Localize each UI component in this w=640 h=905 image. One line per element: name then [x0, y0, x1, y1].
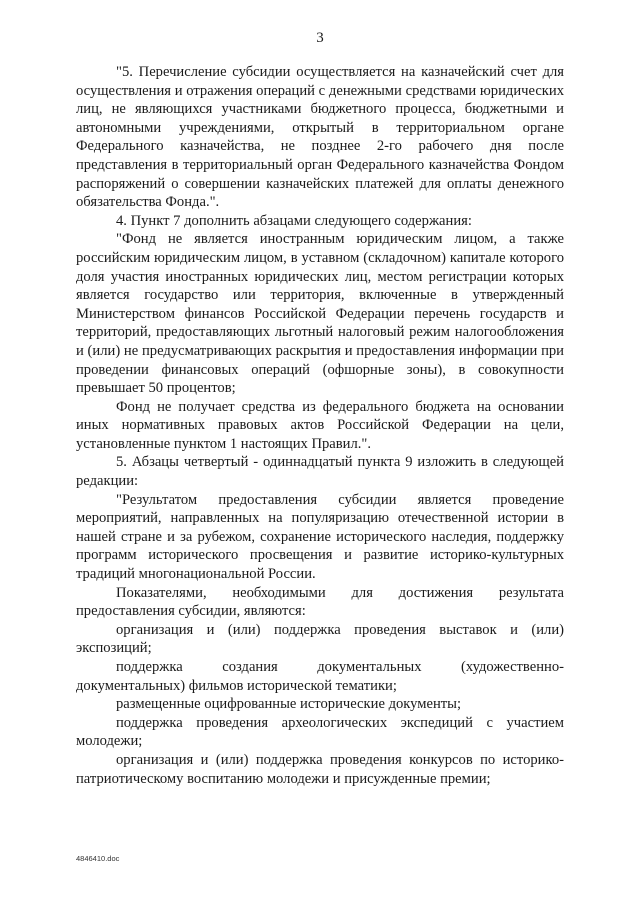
paragraph: 4. Пункт 7 дополнить абзацами следующего содержания: [116, 212, 472, 229]
paragraph: 5. Абзацы четвертый - одиннадцатый пункта 9 изложить в следующей редакции: [76, 454, 564, 490]
paragraph: Показателями, необходимыми для достижения результата предоставления субсидии, являются: [76, 584, 564, 620]
paragraph: организация и (или) поддержка проведения выставок и (или) экспозиций; [76, 621, 564, 657]
document-body [76, 63, 564, 788]
document-filename: 4846410.doc [76, 854, 120, 863]
paragraph: Фонд не получает средства из федерального бюджета на основании иных нормативных правовых актов Российской Федерации на цели, установленные пунктом 1 настоящих Правил.". [76, 398, 564, 452]
paragraph: размещенные оцифрованные исторические документы; [116, 696, 462, 713]
paragraph: "5. Перечисление субсидии осуществляется на казначейский счет для осуществления и отражения операций с денежными средствами юридических лиц, не являющихся участниками бюджетного процесса, бюджетными и автономными учреждениями, открытый в территориальном органе Федерального казначейства, не позднее 2-го рабочего дня после представления в территориальный орган Федерального казначейства Фондом распоряжений о совершении казначейских платежей для оплаты денежного обязательства Фонда.". [76, 64, 564, 211]
page-number: 3 [316, 30, 324, 46]
paragraph: поддержка создания документальных (художественно-документальных) фильмов исторической тематики; [76, 659, 564, 694]
paragraph: организация и (или) поддержка проведения конкурсов по историко-патриотическому воспитанию молодежи и присужденные премии; [76, 751, 564, 787]
paragraph: поддержка проведения археологических экспедиций с участием молодежи; [76, 714, 564, 750]
paragraph: "Результатом предоставления субсидии является проведение мероприятий, направленных на популяризацию отечественной истории в нашей стране и за рубежом, сохранение исторического наследия, поддержку программ исторического просвещения и развитие историко-культурных традиций многонациональной России. [76, 491, 564, 583]
paragraph: "Фонд не является иностранным юридическим лицом, а также российским юридическим лицом, в уставном (складочном) капитале которого доля участия иностранных юридических лиц, местом регистрации которых является государство или территория, включенные в утвержденный Министерством финансов Российской Федерации перечень государств и территорий, предоставляющих льготный налоговый режим налогообложения и (или) не предусматривающих раскрытия и предоставления информации при проведении финансовых операций (офшорные зоны), в совокупности превышает 50 процентов; [76, 231, 564, 397]
